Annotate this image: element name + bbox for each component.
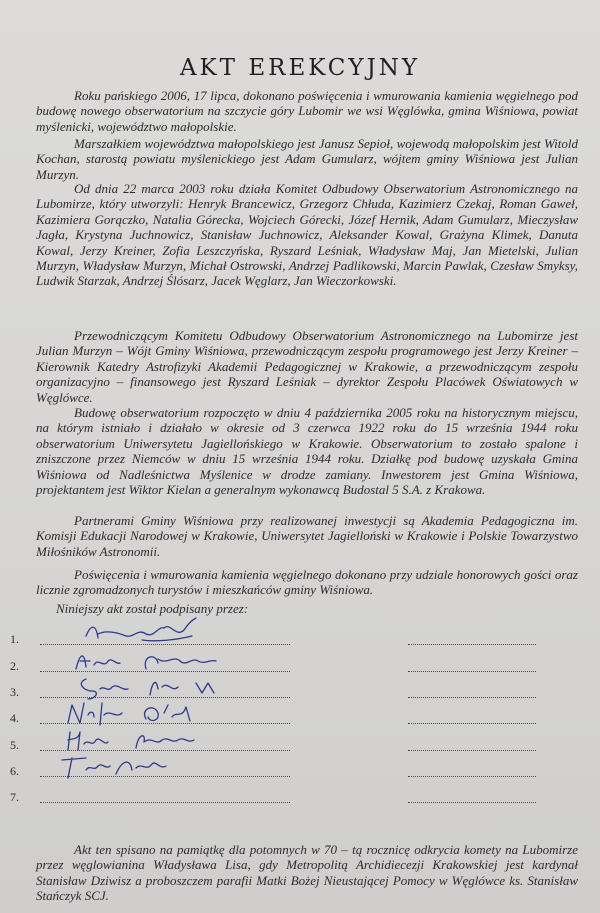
date-line [408,723,536,724]
signature-number: 1. [10,632,19,646]
date-line [408,750,536,751]
signature-number: 2. [10,659,19,673]
date-line [408,802,536,803]
signature-number: 5. [10,738,19,752]
paragraph-dedication: Akt ten spisano na pamiątkę dla potomnych w 70 – tą rocznicę odkrycia komety na Lubomirze przez węglowianina Władysława Lisa, gdy Metropolitą Archidiecezji Krakowskiej jest kardynał Stanisław Dziwisz a proboszczem parafii Matki Bożej Nieustającej Pomocy w Węglówce ks. Stanisław Stańczyk SCJ. [36,842,578,904]
signature-number: 6. [10,764,19,778]
signature-row-6 [0,764,600,790]
signature-number: 3. [10,685,19,699]
handwritten-signature [46,748,226,782]
paragraph-history: Budowę obserwatorium rozpoczęto w dniu 4 października 2005 roku na historycznym miejscu, na którym istniało i działało w okresie od 3 czerwca 1922 roku do 15 września 1944 roku obserwatorium Uniwersytetu Jagiellońskiego w Krakowie. Obserwatorium to zostało spalone i zniszczone przez Niemców w dniu 15 września 1944 roku. Działkę pod budowę uzyskała Gmina Wiśniowa od Nadleśnictwa Myślenice w drodze zamiany. Inwestorem jest Gmina Wiśniowa, projektantem jest Wiktor Kielan a generalnym wykonawcą Budostal 5 S.A. z Krakowa. [36,405,578,498]
signed-by-intro: Niniejszy akt został podpisany przez: [56,601,249,616]
paragraph-chairmen: Przewodniczącym Komitetu Odbudowy Obserwatorium Astronomicznego na Lubomirze jest Julian Murzyn – Wójt Gminy Wiśniowa, przewodniczącym zespołu programowego jest Jerzy Kreiner – Kierownik Katedry Astrofizyki Akademii Pedagogicznej w Krakowie, a przewodniczącym zespołu organizacyjno – finansowego jest Ryszard Leśniak – dyrektor Zespołu Placówek Oświatowych w Węglówce. [36,328,578,405]
paragraph-guests: Poświęcenia i wmurowania kamienia węgielnego dokonano przy udziale honorowych gości oraz licznie zgromadzonych turystów i mieszkańców gminy Wiśniowa. [36,567,578,598]
date-line [408,697,536,698]
date-line [408,671,536,672]
paragraph-partners: Partnerami Gminy Wiśniowa przy realizowanej inwestycji są Akademia Pedagogiczna im. Komisji Edukacji Narodowej w Krakowie, Uniwersytet Jagielloński w Krakowie i Polskie Towarzystwo Miłośników Astronomii. [36,513,578,559]
date-line [408,644,536,645]
date-line [408,776,536,777]
document-title: AKT EREKCYJNY [179,55,421,82]
paragraph-ceremony: Roku pańskiego 2006, 17 lipca, dokonano poświęcenia i wmurowania kamienia węgielnego pod budowę nowego obserwatorium na szczycie góry Lubomir we wsi Węglówka, gmina Wiśniowa, powiat myślenicki, województwo małopolskie. [36,88,578,134]
signature-number: 7. [10,790,19,804]
signature-line [40,802,290,803]
paragraph-officials: Marszałkiem województwa małopolskiego jest Janusz Sepioł, wojewodą małopolskim jest Witold Kochan, starostą powiatu myślenickiego jest Adam Gumularz, wójtem gminy Wiśniowa jest Julian Murzyn. [36,136,578,182]
paragraph-committee: Od dnia 22 marca 2003 roku działa Komitet Odbudowy Obserwatorium Astronomicznego na Lubomirze, który utworzyli: Henryk Brancewicz, Grzegorz Chłuda, Kazimierz Czekaj, Roman Gaweł, Kazimiera Gorączko, Natalia Górecka, Wojciech Górecki, Józef Hernik, Adam Gumularz, Mieczysław Jagła, Krystyna Juchnowicz, Stanisław Juchnowicz, Aleksander Kowal, Grażyna Klimek, Danuta Kowal, Jerzy Kreiner, Zofia Leszczyńska, Ryszard Leśniak, Władysław Maj, Jan Mietelski, Julian Murzyn, Władysław Murzyn, Michał Ostrowski, Andrzej Padlikowski, Marcin Pawlak, Czesław Smyksy, Ludwik Starzak, Andrzej Ślósarz, Jacek Węglarz, Jan Wieczorkowski. [36,181,578,289]
signature-row-7 [0,790,600,816]
signature-number: 4. [10,711,19,725]
